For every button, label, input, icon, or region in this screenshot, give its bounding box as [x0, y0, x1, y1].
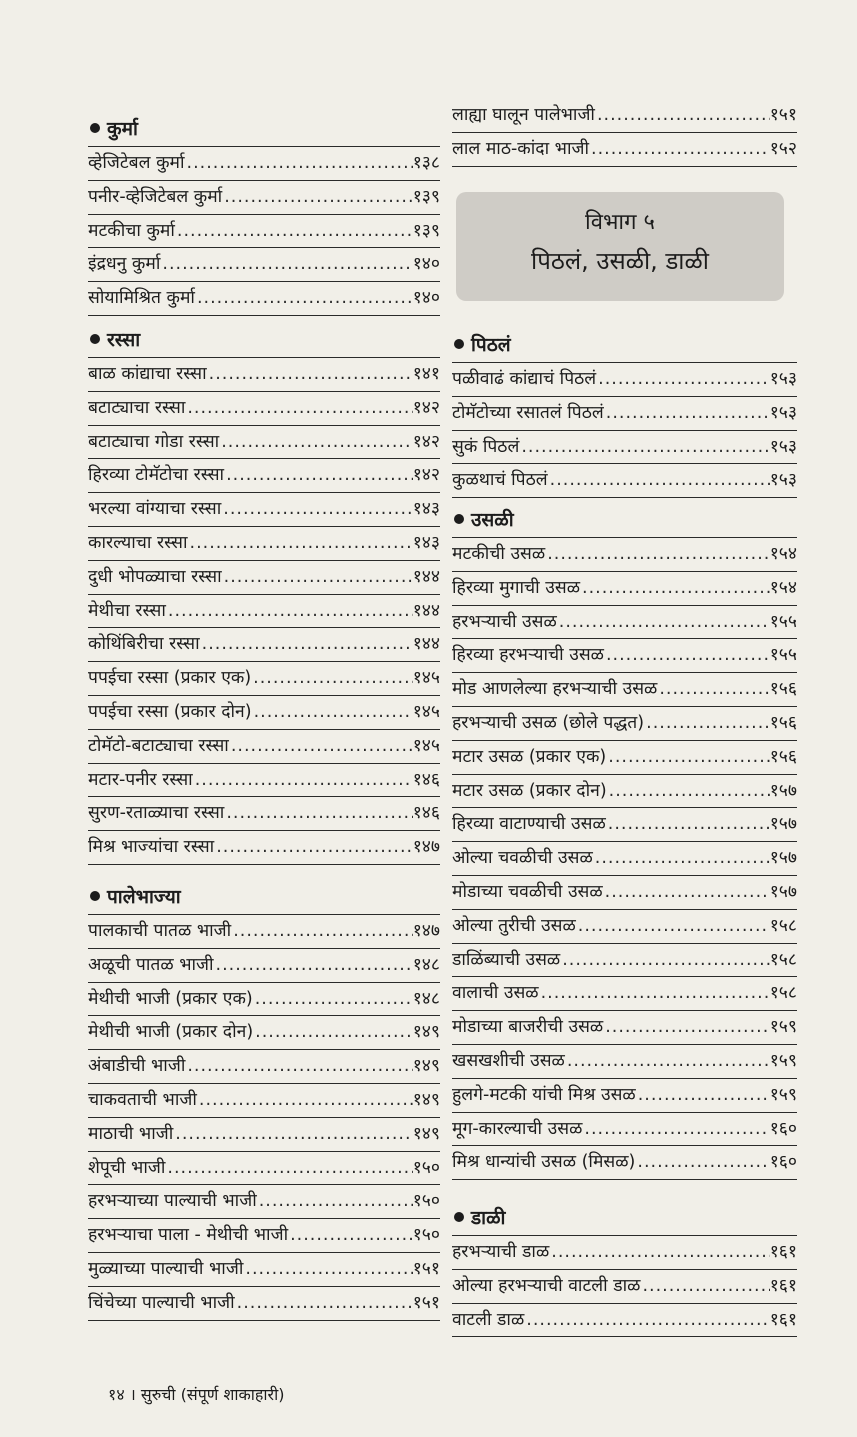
- entry-title: कुळथाचं पिठलं: [452, 470, 548, 491]
- toc-entry: [452, 842, 797, 876]
- entry-page-number: १४५: [412, 668, 440, 689]
- entry-page-number: १५८: [769, 949, 797, 970]
- entry-title: मुळ्याच्या पाल्याची भाजी: [88, 1258, 244, 1279]
- entry-page-number: १५८: [769, 983, 797, 1004]
- entry-title: मोडाच्या बाजरीची उसळ: [452, 1017, 604, 1038]
- toc-entry: [452, 1045, 797, 1079]
- section-usali: [452, 503, 797, 1180]
- entry-page-number: १४६: [412, 803, 440, 824]
- dot-leader: [214, 949, 413, 983]
- dot-leader: [644, 707, 770, 741]
- entry-page-number: १५९: [769, 1084, 797, 1105]
- entry-page-number: १५०: [412, 1191, 440, 1212]
- toc-entry: [88, 1185, 440, 1219]
- dot-leader: [593, 842, 770, 876]
- dot-leader: [548, 464, 770, 498]
- bullet-icon: [90, 891, 100, 901]
- dot-leader: [219, 426, 412, 460]
- toc-entry: [452, 639, 797, 673]
- entry-page-number: १४९: [412, 1089, 440, 1110]
- entry-page-number: १४१: [412, 364, 440, 384]
- toc-entry: [88, 248, 440, 282]
- toc-entry: [452, 808, 797, 842]
- dot-leader: [231, 915, 413, 949]
- entry-title: व्हेजिटेबल कुर्मा: [88, 153, 185, 173]
- toc-entry: [88, 831, 440, 865]
- entry-title: शेपूची भाजी: [88, 1157, 166, 1178]
- dot-leader: [524, 1304, 769, 1338]
- entry-title: हरभऱ्याच्या पाल्याची भाजी: [88, 1191, 257, 1212]
- entry-title: मटकीचा कुर्मा: [88, 220, 175, 241]
- dot-leader: [214, 831, 412, 865]
- toc-entry: [452, 1304, 797, 1338]
- entry-page-number: १४५: [412, 701, 440, 722]
- toc-entry: [88, 1016, 440, 1050]
- entry-title: हिरव्या वाटाण्याची उसळ: [452, 814, 606, 835]
- entry-page-number: १४९: [412, 1056, 440, 1077]
- dot-leader: [229, 730, 413, 764]
- entry-title: सुकं पिठलं: [452, 436, 520, 457]
- entry-title: दुधी भोपळ्याचा रस्सा: [88, 566, 222, 587]
- entry-page-number: १५३: [769, 436, 797, 457]
- entry-title: पालकाची पातळ भाजी: [88, 921, 232, 941]
- toc-entry: [88, 1050, 440, 1084]
- dot-leader: [222, 181, 412, 215]
- dot-leader: [539, 977, 770, 1011]
- toc-entry: [88, 983, 440, 1017]
- entry-page-number: १५६: [769, 679, 797, 700]
- entry-title: बाळ कांद्याचा रस्सा: [88, 364, 207, 384]
- bullet-icon: [454, 514, 464, 524]
- dot-leader: [252, 696, 413, 730]
- entry-page-number: १४६: [412, 769, 440, 790]
- dot-leader: [549, 1236, 769, 1270]
- toc-entry: [452, 707, 797, 741]
- entry-page-number: १५१: [769, 105, 797, 125]
- toc-entry: [88, 1152, 440, 1186]
- entry-title: मेथीची भाजी (प्रकार दोन): [88, 1022, 254, 1043]
- toc-entry: [88, 915, 440, 949]
- toc-list: [452, 362, 797, 498]
- entry-title: अंबाडीची भाजी: [88, 1056, 186, 1077]
- entry-title: मोडाच्या चवळीची उसळ: [452, 881, 603, 902]
- entry-title: अळूची पातळ भाजी: [88, 954, 214, 975]
- entry-title: सुरण-रताळ्याचा रस्सा: [88, 803, 225, 824]
- entry-title: वालाची उसळ: [452, 983, 539, 1004]
- entry-page-number: १५७: [769, 780, 797, 801]
- toc-entry: [452, 538, 797, 572]
- section-pithla: [452, 328, 797, 498]
- dot-leader: [603, 1011, 769, 1045]
- toc-entry: [88, 358, 440, 392]
- entry-page-number: १५९: [769, 1017, 797, 1038]
- toc-entry: [88, 215, 440, 249]
- entry-page-number: १३९: [412, 186, 440, 207]
- section-continued: [452, 99, 797, 167]
- dot-leader: [576, 910, 770, 944]
- entry-title: माठाची भाजी: [88, 1123, 174, 1144]
- toc-entry: [88, 1253, 440, 1287]
- dot-leader: [657, 673, 769, 707]
- page-footer: १४ । सुरुची (संपूर्ण शाकाहारी): [108, 1385, 285, 1404]
- entry-page-number: १४४: [412, 634, 440, 655]
- dot-leader: [200, 628, 413, 662]
- entry-title: मटार उसळ (प्रकार दोन): [452, 780, 607, 801]
- entry-title: पपईचा रस्सा (प्रकार दोन): [88, 701, 252, 722]
- entry-title: लाल माठ-कांदा भाजी: [452, 138, 590, 159]
- entry-title: हरभऱ्याची उसळ (छोले पद्धत): [452, 712, 645, 733]
- toc-entry: [452, 1236, 797, 1270]
- toc-entry: [452, 572, 797, 606]
- entry-page-number: १४२: [412, 465, 440, 486]
- entry-page-number: १५३: [769, 402, 797, 423]
- entry-page-number: १५०: [412, 1225, 440, 1246]
- dot-leader: [235, 1287, 413, 1321]
- dot-leader: [580, 572, 770, 606]
- toc-list: [452, 1235, 797, 1337]
- toc-entry: [88, 527, 440, 561]
- entry-title: हरभऱ्याचा पाला - मेथीची भाजी: [88, 1225, 289, 1246]
- dot-leader: [606, 808, 770, 842]
- part-title-box: [456, 192, 784, 301]
- dot-leader: [222, 561, 413, 595]
- entry-page-number: १३८: [412, 153, 440, 173]
- section-heading: पालेभाज्या: [88, 880, 440, 914]
- entry-page-number: १४२: [412, 397, 440, 418]
- entry-title: बटाट्याचा गोडा रस्सा: [88, 431, 220, 452]
- dot-leader: [224, 459, 413, 493]
- dot-leader: [185, 1050, 412, 1084]
- toc-entry: [88, 1219, 440, 1253]
- dot-leader: [257, 1185, 413, 1219]
- entry-page-number: १४९: [412, 1123, 440, 1144]
- entry-title: बटाट्याचा रस्सा: [88, 397, 186, 418]
- toc-entry: [88, 561, 440, 595]
- toc-list: [88, 146, 440, 316]
- dot-leader: [595, 99, 770, 133]
- entry-page-number: १५३: [769, 369, 797, 389]
- dot-leader: [288, 1219, 413, 1253]
- toc-list: [452, 99, 797, 167]
- section-korma: [88, 112, 440, 316]
- entry-page-number: १५३: [769, 470, 797, 491]
- entry-page-number: १३९: [412, 220, 440, 241]
- section-heading: उसळी: [452, 503, 797, 537]
- bullet-icon: [454, 339, 464, 349]
- section-dali: [452, 1201, 797, 1337]
- entry-title: भरल्या वांग्याचा रस्सा: [88, 499, 222, 520]
- toc-entry: [452, 99, 797, 133]
- toc-entry: [88, 426, 440, 460]
- toc-entry: [88, 662, 440, 696]
- toc-entry: [88, 949, 440, 983]
- part-number: विभाग ५: [585, 210, 655, 235]
- entry-title: ओल्या हरभऱ्याची वाटली डाळ: [452, 1275, 641, 1296]
- toc-entry: [88, 181, 440, 215]
- dot-leader: [606, 741, 769, 775]
- toc-entry: [452, 431, 797, 465]
- entry-title: चिंचेच्या पाल्याची भाजी: [88, 1292, 235, 1313]
- dot-leader: [195, 282, 413, 316]
- part-title: पिठलं, उसळी, डाळी: [531, 247, 709, 275]
- entry-page-number: १६१: [769, 1309, 797, 1330]
- bullet-icon: [90, 123, 100, 133]
- toc-entry: [88, 1084, 440, 1118]
- entry-page-number: १५४: [769, 544, 797, 564]
- entry-title: मटार-पनीर रस्सा: [88, 769, 193, 790]
- dot-leader: [636, 1079, 770, 1113]
- entry-title: कारल्याचा रस्सा: [88, 532, 188, 553]
- toc-entry: [88, 628, 440, 662]
- entry-title: डाळिंब्याची उसळ: [452, 949, 561, 970]
- entry-page-number: १५७: [769, 881, 797, 902]
- entry-title: हरभऱ्याची उसळ: [452, 611, 557, 632]
- section-heading: डाळी: [452, 1201, 797, 1235]
- toc-entry: [452, 1270, 797, 1304]
- entry-page-number: १५६: [769, 712, 797, 733]
- entry-title: मिश्र धान्यांची उसळ (मिसळ): [452, 1152, 636, 1173]
- section-rassa: [88, 323, 440, 865]
- dot-leader: [635, 1146, 769, 1180]
- entry-title: पनीर-व्हेजिटेबल कुर्मा: [88, 186, 223, 207]
- entry-page-number: १४०: [412, 254, 440, 275]
- entry-title: ओल्या तुरीची उसळ: [452, 915, 576, 936]
- entry-title: हिरव्या मुगाची उसळ: [452, 577, 580, 598]
- entry-page-number: १४८: [412, 954, 440, 975]
- entry-title: ओल्या चवळीची उसळ: [452, 848, 593, 869]
- toc-entry: [452, 1079, 797, 1113]
- toc-entry: [452, 464, 797, 498]
- entry-title: इंद्रधनु कुर्मा: [88, 254, 161, 275]
- entry-page-number: १५१: [412, 1292, 440, 1313]
- entry-title: खसखशीची उसळ: [452, 1050, 565, 1071]
- entry-title: मोड आणलेल्या हरभऱ्याची उसळ: [452, 679, 658, 700]
- entry-page-number: १४३: [412, 499, 440, 520]
- entry-title: हुलगे-मटकी यांची मिश्र उसळ: [452, 1084, 636, 1105]
- toc-entry: [88, 459, 440, 493]
- entry-page-number: १६१: [769, 1275, 797, 1296]
- toc-entry: [88, 493, 440, 527]
- entry-page-number: १५६: [769, 746, 797, 767]
- entry-page-number: १५९: [769, 1050, 797, 1071]
- entry-title: वाटली डाळ: [452, 1309, 525, 1330]
- dot-leader: [604, 639, 770, 673]
- bullet-icon: [90, 334, 100, 344]
- toc-entry: [452, 741, 797, 775]
- entry-title: लाह्या घालून पालेभाजी: [452, 105, 595, 125]
- dot-leader: [545, 538, 770, 572]
- dot-leader: [173, 1118, 412, 1152]
- entry-title: कोथिंबिरीचा रस्सा: [88, 634, 200, 655]
- dot-leader: [188, 527, 413, 561]
- section-palebhajya: [88, 880, 440, 1321]
- dot-leader: [565, 1045, 770, 1079]
- dot-leader: [185, 147, 413, 181]
- toc-entry: [452, 775, 797, 809]
- entry-page-number: १६१: [769, 1242, 797, 1262]
- dot-leader: [197, 1084, 413, 1118]
- entry-page-number: १४३: [412, 532, 440, 553]
- entry-page-number: १५०: [412, 1157, 440, 1178]
- entry-title: हरभऱ्याची डाळ: [452, 1242, 550, 1262]
- entry-page-number: १४४: [412, 566, 440, 587]
- entry-page-number: १४७: [412, 921, 440, 941]
- toc-entry: [452, 673, 797, 707]
- toc-entry: [452, 133, 797, 167]
- entry-title: चाकवताची भाजी: [88, 1089, 197, 1110]
- entry-title: मटार उसळ (प्रकार एक): [452, 746, 607, 767]
- toc-entry: [452, 876, 797, 910]
- dot-leader: [160, 248, 412, 282]
- dot-leader: [221, 493, 412, 527]
- toc-entry: [88, 764, 440, 798]
- dot-leader: [193, 764, 413, 798]
- entry-title: मेथीचा रस्सा: [88, 600, 166, 621]
- entry-page-number: १४८: [412, 988, 440, 1009]
- dot-leader: [596, 363, 770, 397]
- dot-leader: [557, 606, 770, 640]
- entry-page-number: १५५: [769, 611, 797, 632]
- toc-entry: [452, 944, 797, 978]
- entry-title: हिरव्या टोमॅटोचा रस्सा: [88, 465, 225, 486]
- dot-leader: [589, 133, 770, 167]
- toc-list: [452, 537, 797, 1180]
- dot-leader: [519, 431, 769, 465]
- entry-page-number: १५७: [769, 814, 797, 835]
- entry-title: पळीवाढं कांद्याचं पिठलं: [452, 369, 597, 389]
- toc-entry: [452, 363, 797, 397]
- dot-leader: [224, 797, 412, 831]
- toc-list: [88, 357, 440, 865]
- dot-leader: [560, 944, 769, 978]
- toc-entry: [452, 1011, 797, 1045]
- entry-page-number: १५८: [769, 915, 797, 936]
- entry-page-number: १४५: [412, 735, 440, 756]
- entry-title: टोमॅटो-बटाट्याचा रस्सा: [88, 735, 229, 756]
- toc-entry: [88, 392, 440, 426]
- dot-leader: [603, 876, 770, 910]
- entry-title: सोयामिश्रित कुर्मा: [88, 288, 195, 309]
- section-heading: कुर्मा: [88, 112, 440, 146]
- toc-entry: [88, 696, 440, 730]
- entry-page-number: १६०: [769, 1118, 797, 1139]
- dot-leader: [207, 358, 413, 392]
- toc-entry: [88, 730, 440, 764]
- dot-leader: [607, 775, 770, 809]
- entry-title: मिश्र भाज्यांचा रस्सा: [88, 837, 215, 858]
- toc-entry: [88, 282, 440, 316]
- entry-page-number: १४७: [412, 837, 440, 858]
- entry-page-number: १५५: [769, 645, 797, 666]
- entry-page-number: १५४: [769, 577, 797, 598]
- dot-leader: [253, 983, 413, 1017]
- entry-page-number: १५२: [769, 138, 797, 159]
- toc-entry: [88, 147, 440, 181]
- entry-title: हिरव्या हरभऱ्याची उसळ: [452, 645, 604, 666]
- dot-leader: [175, 215, 413, 249]
- dot-leader: [582, 1113, 769, 1147]
- toc-entry: [88, 1118, 440, 1152]
- dot-leader: [640, 1270, 769, 1304]
- entry-title: मटकीची उसळ: [452, 544, 546, 564]
- dot-leader: [165, 1152, 412, 1186]
- toc-entry: [88, 1287, 440, 1321]
- toc-entry: [452, 1113, 797, 1147]
- section-heading: पिठलं: [452, 328, 797, 362]
- toc-entry: [452, 397, 797, 431]
- dot-leader: [251, 662, 413, 696]
- dot-leader: [166, 595, 413, 629]
- toc-list: [88, 914, 440, 1321]
- entry-title: पपईचा रस्सा (प्रकार एक): [88, 668, 252, 689]
- entry-title: मेथीची भाजी (प्रकार एक): [88, 988, 253, 1009]
- entry-page-number: १४४: [412, 600, 440, 621]
- dot-leader: [253, 1016, 413, 1050]
- entry-page-number: १४०: [412, 288, 440, 309]
- toc-entry: [452, 977, 797, 1011]
- entry-page-number: १५१: [412, 1258, 440, 1279]
- section-heading: रस्सा: [88, 323, 440, 357]
- dot-leader: [185, 392, 412, 426]
- toc-entry: [452, 910, 797, 944]
- entry-page-number: १५७: [769, 848, 797, 869]
- entry-page-number: १६०: [769, 1152, 797, 1173]
- toc-entry: [452, 606, 797, 640]
- entry-page-number: १४९: [412, 1022, 440, 1043]
- entry-title: मूग-कारल्याची उसळ: [452, 1118, 583, 1139]
- dot-leader: [243, 1253, 412, 1287]
- dot-leader: [604, 397, 770, 431]
- toc-entry: [88, 595, 440, 629]
- toc-entry: [88, 797, 440, 831]
- entry-title: टोमॅटोच्या रसातलं पिठलं: [452, 402, 604, 423]
- toc-entry: [452, 1146, 797, 1180]
- bullet-icon: [454, 1212, 464, 1222]
- entry-page-number: १४२: [412, 431, 440, 452]
